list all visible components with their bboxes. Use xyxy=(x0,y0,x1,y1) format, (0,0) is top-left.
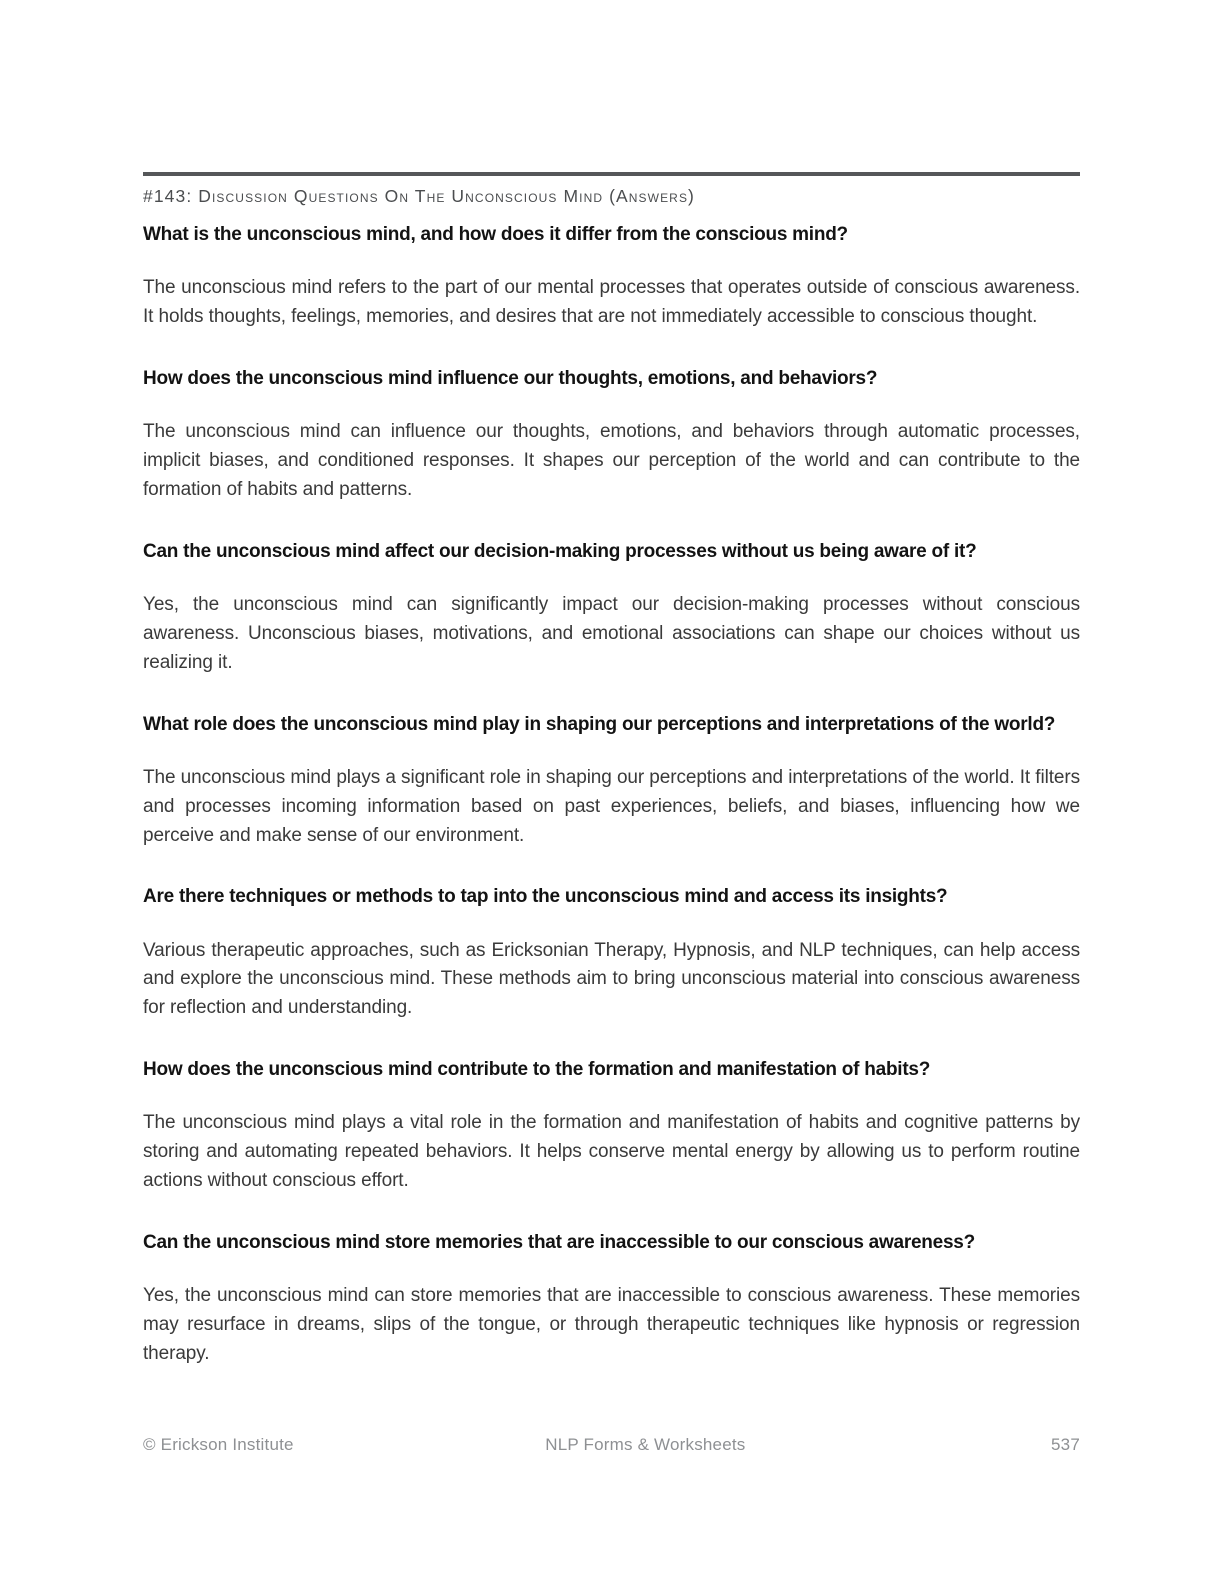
qa-block xyxy=(143,1057,1080,1196)
qa-block xyxy=(143,366,1080,505)
footer-page-number: 537 xyxy=(1051,1435,1080,1454)
page-footer xyxy=(143,1435,1080,1455)
document-content xyxy=(143,172,1080,1403)
qa-block xyxy=(143,222,1080,332)
qa-block xyxy=(143,712,1080,851)
qa-block xyxy=(143,539,1080,678)
answer-paragraph: The unconscious mind plays a significant role in shaping our perceptions and interpretations of the world. It filters and processes incoming information based on past experiences, beliefs, and biases, influencing how we perceive and make sense of our environment. xyxy=(143,766,1080,846)
header-rule xyxy=(143,172,1080,176)
page-title: #143: Discussion Questions On The Unconscious Mind (Answers) xyxy=(143,186,695,206)
question-heading: How does the unconscious mind contribute to the formation and manifestation of habits? xyxy=(143,1059,931,1081)
footer-title: NLP Forms & Worksheets xyxy=(545,1435,746,1454)
question-heading: Can the unconscious mind store memories that are inaccessible to our conscious awareness? xyxy=(143,1232,975,1254)
question-heading: What role does the unconscious mind play in shaping our perceptions and interpretations of the world? xyxy=(143,713,1056,735)
footer-copyright: © Erickson Institute xyxy=(143,1435,294,1454)
question-heading: What is the unconscious mind, and how does it differ from the conscious mind? xyxy=(143,223,848,245)
answer-paragraph: The unconscious mind can influence our thoughts, emotions, and behaviors through automatic processes, implicit biases, and conditioned responses. It shapes our perception of the world and can contribute to the formation of habits and patterns. xyxy=(143,421,1080,500)
qa-block xyxy=(143,1230,1080,1369)
answer-paragraph: The unconscious mind refers to the part of our mental processes that operates outside of conscious awareness. It holds thoughts, feelings, memories, and desires that are not immediately accessible to conscious thought. xyxy=(143,277,1080,327)
qa-block xyxy=(143,884,1080,1023)
question-heading: Are there techniques or methods to tap into the unconscious mind and access its insights? xyxy=(143,886,948,908)
answer-paragraph: Yes, the unconscious mind can store memories that are inaccessible to conscious awareness. These memories may resurface in dreams, slips of the tongue, or through therapeutic techniques like hypnosis or regression therapy. xyxy=(143,1285,1080,1365)
answer-paragraph: Yes, the unconscious mind can significantly impact our decision-making processes without conscious awareness. Unconscious biases, motivations, and emotional associations can shape our choices without us realizing it. xyxy=(143,593,1080,673)
answer-paragraph: The unconscious mind plays a vital role in the formation and manifestation of habits and cognitive patterns by storing and automating repeated behaviors. It helps conserve mental energy by allowing us to perform routine actions without conscious effort. xyxy=(143,1112,1080,1192)
answer-paragraph: Various therapeutic approaches, such as Ericksonian Therapy, Hypnosis, and NLP techniques, can help access and explore the unconscious mind. These methods aim to bring unconscious material into conscious awareness for reflection and understanding. xyxy=(143,939,1080,1019)
question-heading: Can the unconscious mind affect our decision-making processes without us being aware of it? xyxy=(143,540,977,562)
question-answer-list xyxy=(143,222,1080,1369)
question-heading: How does the unconscious mind influence our thoughts, emotions, and behaviors? xyxy=(143,367,878,389)
